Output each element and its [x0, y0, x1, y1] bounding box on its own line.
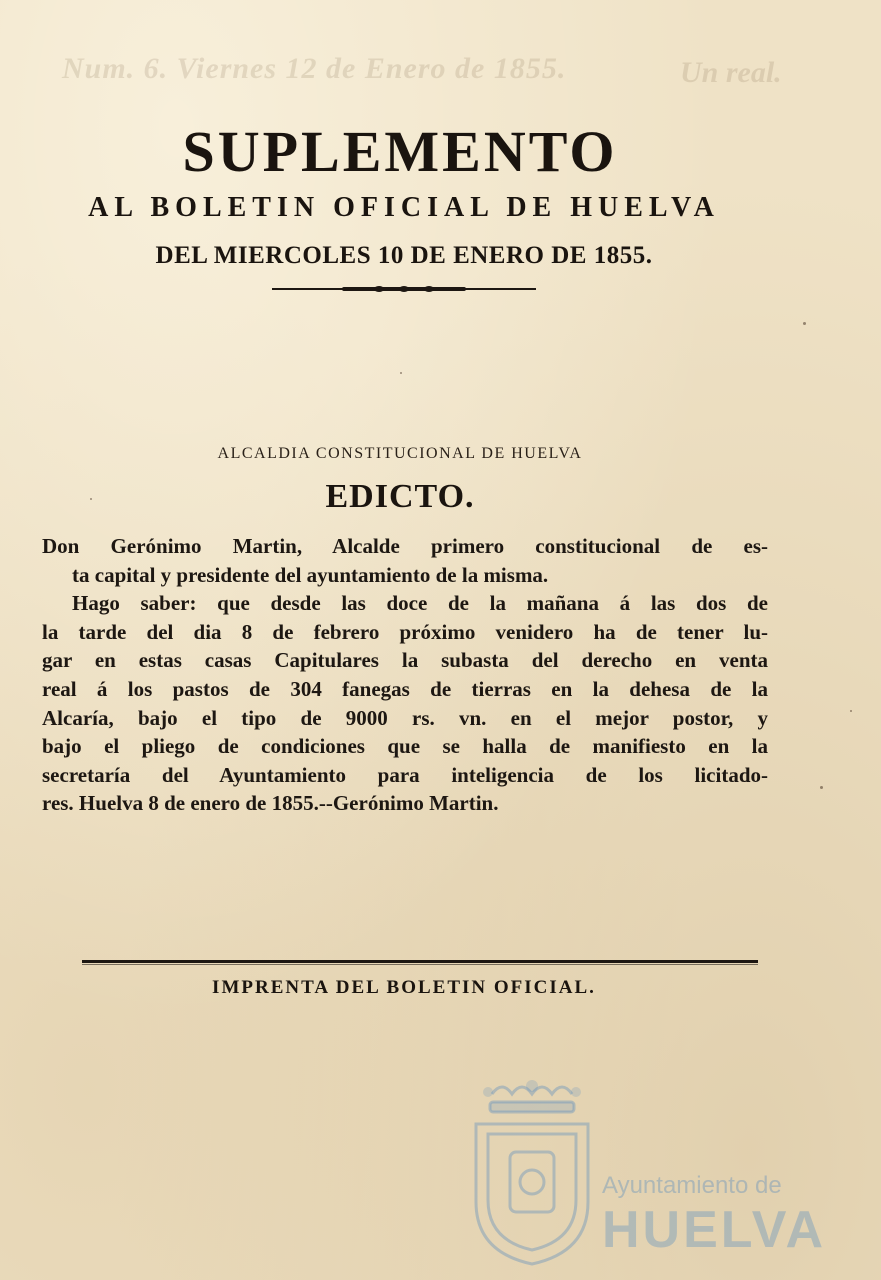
edict-heading: EDICTO. — [325, 478, 475, 515]
paper-speck — [90, 498, 92, 500]
printer-imprint: IMPRENTA DEL BOLETIN OFICIAL. — [212, 977, 596, 998]
edict-line: gar en estas casas Capitulares la subasta del derecho en venta — [42, 648, 768, 673]
supplement-title: SUPLEMENTO — [182, 119, 618, 184]
edict-line: Don Gerónimo Martin, Alcalde primero constitucional de es- — [42, 534, 768, 558]
bleed-through-price: Un real. — [680, 56, 782, 89]
edict-line: secretaría del Ayuntamiento para inteligencia de los licitado- — [42, 762, 768, 787]
edict-line: Hago saber: que desde las doce de la mañana á las dos de — [72, 591, 768, 616]
watermark-city: HUELVA — [602, 1201, 827, 1259]
issue-dateline: DEL MIERCOLES 10 DE ENERO DE 1855. — [155, 242, 653, 269]
coat-of-arms-icon — [462, 1072, 602, 1272]
bleed-through-masthead: Num. 6. Viernes 12 de Enero de 1855. — [62, 52, 567, 85]
paper-speck — [400, 372, 402, 374]
edict-line: res. Huelva 8 de enero de 1855.--Gerónimo Martin. — [42, 791, 499, 816]
paper-speck — [803, 322, 806, 325]
edict-body — [42, 532, 768, 818]
city-hall-watermark — [462, 1072, 827, 1272]
footer-rule — [82, 960, 758, 964]
edict-line: real á los pastos de 304 fanegas de tierras en la dehesa de la — [42, 676, 768, 701]
bulletin-subtitle: AL BOLETIN OFICIAL DE HUELVA — [88, 192, 720, 223]
paper-speck — [850, 710, 852, 712]
office-heading: ALCALDIA CONSTITUCIONAL DE HUELVA — [217, 445, 583, 462]
edict-line: ta capital y presidente del ayuntamiento de la misma. — [72, 562, 549, 587]
title-ornament-rule — [272, 286, 536, 292]
watermark-label: Ayuntamiento de — [602, 1172, 782, 1199]
edict-line: bajo el pliego de condiciones que se halla de manifiesto en la — [42, 734, 768, 759]
edict-line: Alcaría, bajo el tipo de 9000 rs. vn. en el mejor postor, y — [42, 705, 768, 730]
paper-speck — [820, 786, 823, 789]
edict-line: la tarde del dia 8 de febrero próximo venidero ha de tener lu- — [42, 619, 768, 644]
